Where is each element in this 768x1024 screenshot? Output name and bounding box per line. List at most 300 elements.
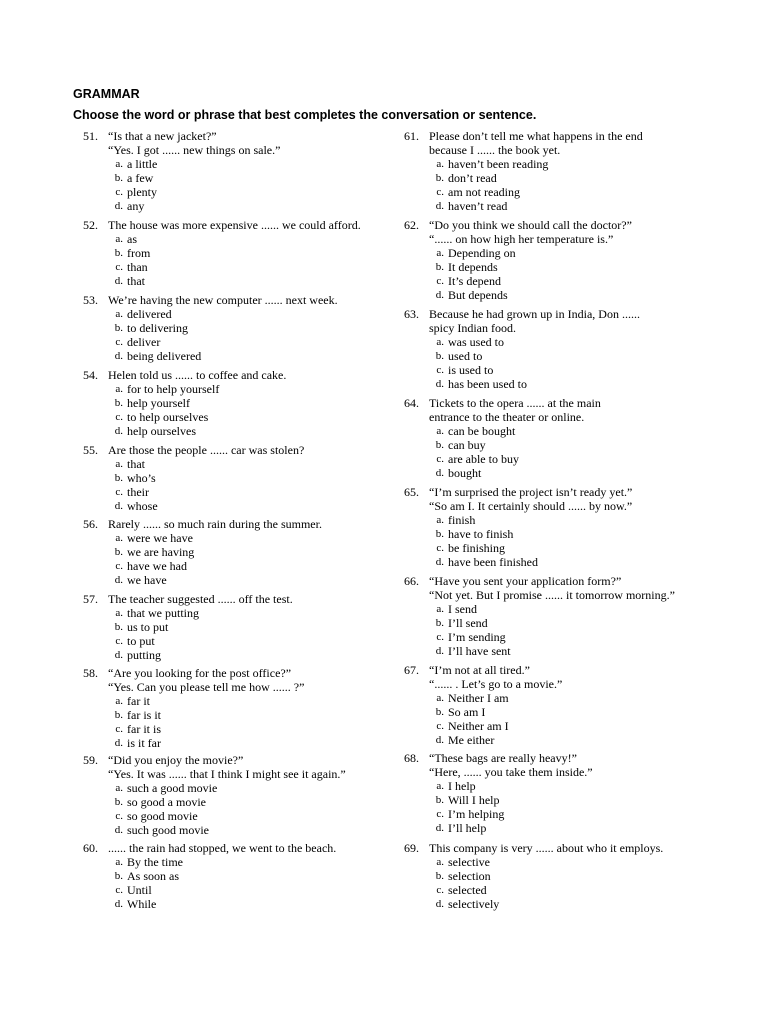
answer-option: [115, 634, 293, 649]
question-text: [429, 485, 632, 513]
option-text: to put: [127, 634, 155, 649]
option-text: so good movie: [127, 809, 198, 824]
option-text: selection: [448, 869, 491, 884]
option-letter: c.: [436, 364, 444, 377]
question-line: “Are you looking for the post office?”: [108, 666, 292, 680]
answer-options: [76, 694, 304, 750]
option-letter: b.: [435, 528, 444, 541]
option-text: Neither I am: [448, 691, 509, 706]
option-letter: c.: [436, 884, 444, 897]
answer-options: [76, 307, 338, 363]
answer-option: [436, 157, 643, 172]
question-number: 67.: [404, 663, 419, 677]
question-number: 62.: [404, 218, 419, 232]
option-text: that we putting: [127, 606, 199, 621]
option-text: were we have: [127, 531, 193, 546]
option-letter: c.: [436, 631, 444, 644]
question-number: 66.: [404, 574, 419, 588]
question-number: 65.: [404, 485, 419, 499]
question-line: We’re having the new computer ...... next week.: [108, 293, 338, 307]
question-item: [397, 485, 632, 570]
question-text: [429, 574, 675, 602]
option-letter: b.: [114, 172, 123, 185]
option-text: that: [127, 457, 145, 472]
answer-options: [76, 855, 336, 911]
option-text: It depends: [448, 260, 498, 275]
answer-option: [114, 736, 304, 751]
question-line: “Have you sent your application form?”: [429, 574, 622, 588]
question-number: 64.: [404, 396, 419, 410]
option-text: can be bought: [448, 424, 516, 439]
option-letter: d.: [114, 898, 123, 911]
answer-option: [115, 694, 304, 709]
option-text: help ourselves: [127, 424, 196, 439]
option-text: delivered: [127, 307, 172, 322]
option-letter: d.: [435, 200, 444, 213]
option-letter: c.: [115, 884, 123, 897]
option-letter: a.: [436, 603, 444, 616]
option-text: that: [127, 274, 145, 289]
question-item: [397, 751, 593, 836]
answer-options: [397, 157, 643, 213]
question-text: [108, 443, 304, 457]
answer-option: [436, 807, 593, 822]
question-item: [76, 753, 346, 838]
question-line: Tickets to the opera ...... at the main: [429, 396, 601, 410]
answer-option: [436, 246, 632, 261]
option-text: a little: [127, 157, 158, 172]
option-text: we are having: [127, 545, 195, 560]
option-text: I’ll send: [448, 616, 488, 631]
answer-option: [114, 274, 361, 289]
answer-option: [114, 171, 280, 186]
option-text: can buy: [448, 438, 486, 453]
question-line: Are those the people ...... car was stolen?: [108, 443, 305, 457]
answer-option: [115, 606, 293, 621]
answer-option: [436, 883, 663, 898]
option-text: for to help yourself: [127, 382, 220, 397]
option-letter: c.: [115, 560, 123, 573]
option-text: any: [127, 199, 145, 214]
option-text: putting: [127, 648, 162, 663]
answer-option: [115, 382, 286, 397]
question-item: [76, 443, 304, 513]
answer-options: [397, 602, 675, 658]
question-text: [108, 368, 286, 382]
question-number: 53.: [83, 293, 98, 307]
question-number: 56.: [83, 517, 98, 531]
answer-option: [115, 781, 346, 796]
answer-option: [115, 809, 346, 824]
option-text: Will I help: [448, 793, 500, 808]
answer-option: [435, 555, 632, 570]
option-text: bought: [448, 466, 482, 481]
option-text: haven’t been reading: [448, 157, 549, 172]
option-letter: b.: [114, 322, 123, 335]
answer-option: [436, 363, 640, 378]
question-text: [108, 293, 338, 307]
option-letter: c.: [436, 542, 444, 555]
option-letter: d.: [435, 378, 444, 391]
option-text: finish: [448, 513, 476, 528]
option-text: Depending on: [448, 246, 516, 261]
option-text: haven’t read: [448, 199, 508, 214]
question-line: spicy Indian food.: [429, 321, 516, 336]
option-text: I’ll have sent: [448, 644, 511, 659]
option-letter: d.: [435, 898, 444, 911]
question-text: [108, 666, 304, 694]
option-letter: d.: [114, 649, 123, 662]
question-text: [429, 663, 562, 691]
option-text: deliver: [127, 335, 161, 350]
option-letter: d.: [114, 200, 123, 213]
option-letter: a.: [115, 383, 123, 396]
answer-option: [114, 648, 293, 663]
answer-option: [114, 573, 322, 588]
question-line: Rarely ...... so much rain during the summer.: [108, 517, 322, 531]
option-text: By the time: [127, 855, 183, 870]
question-text: [108, 129, 280, 157]
answer-option: [115, 722, 304, 737]
option-letter: c.: [115, 411, 123, 424]
question-item: [397, 396, 601, 481]
answer-options: [397, 513, 632, 569]
answer-options: [397, 691, 562, 747]
option-letter: a.: [436, 336, 444, 349]
question-item: [397, 129, 643, 214]
option-letter: b.: [435, 350, 444, 363]
answer-options: [76, 531, 322, 587]
question-line: Helen told us ...... to coffee and cake.: [108, 368, 287, 382]
option-text: have we had: [127, 559, 187, 574]
answer-options: [397, 855, 663, 911]
option-text: Neither am I: [448, 719, 509, 734]
option-letter: c.: [115, 486, 123, 499]
option-letter: c.: [115, 723, 123, 736]
option-text: be finishing: [448, 541, 505, 556]
question-text: [108, 753, 346, 781]
question-number: 52.: [83, 218, 98, 232]
question-item: [76, 293, 338, 363]
answer-option: [114, 708, 304, 723]
question-item: [76, 841, 336, 911]
answer-option: [115, 410, 286, 425]
answer-options: [76, 781, 346, 837]
option-letter: a.: [436, 425, 444, 438]
answer-option: [115, 335, 338, 350]
option-letter: d.: [435, 556, 444, 569]
question-number: 60.: [83, 841, 98, 855]
answer-option: [115, 457, 304, 472]
answer-option: [435, 199, 643, 214]
question-line: “I’m not at all tired.”: [429, 663, 530, 677]
answer-option: [115, 531, 322, 546]
question-text: [429, 751, 593, 779]
answer-option: [114, 869, 336, 884]
answer-option: [436, 779, 593, 794]
answer-option: [436, 452, 601, 467]
option-text: is it far: [127, 736, 161, 751]
option-letter: b.: [114, 247, 123, 260]
option-text: we have: [127, 573, 167, 588]
option-letter: a.: [115, 308, 123, 321]
question-item: [76, 129, 280, 214]
answer-option: [435, 869, 663, 884]
option-text: such good movie: [127, 823, 209, 838]
option-text: far it is: [127, 722, 161, 737]
option-text: am not reading: [448, 185, 520, 200]
answer-option: [115, 485, 304, 500]
option-text: I’m helping: [448, 807, 505, 822]
answer-option: [114, 424, 286, 439]
question-line: “...... on how high her temperature is.”: [429, 232, 614, 247]
option-letter: a.: [436, 692, 444, 705]
answer-option: [114, 897, 336, 912]
answer-option: [114, 620, 293, 635]
question-item: [397, 307, 640, 392]
answer-option: [436, 335, 640, 350]
question-line: The house was more expensive ...... we could afford.: [108, 218, 361, 232]
question-line: Because he had grown up in India, Don ......: [429, 307, 640, 321]
answer-option: [435, 288, 632, 303]
option-text: don’t read: [448, 171, 497, 186]
option-letter: d.: [114, 824, 123, 837]
answer-option: [436, 719, 562, 734]
option-letter: b.: [435, 439, 444, 452]
option-text: such a good movie: [127, 781, 218, 796]
option-text: to help ourselves: [127, 410, 209, 425]
answer-option: [435, 171, 643, 186]
option-letter: b.: [435, 261, 444, 274]
option-text: It’s depend: [448, 274, 501, 289]
option-text: whose: [127, 499, 158, 514]
option-text: I’ll help: [448, 821, 487, 836]
option-text: have to finish: [448, 527, 514, 542]
answer-options: [397, 246, 632, 302]
answer-option: [435, 733, 562, 748]
option-letter: b.: [114, 709, 123, 722]
section-heading: GRAMMAR: [73, 87, 140, 101]
option-letter: a.: [436, 158, 444, 171]
question-line: “Did you enjoy the movie?”: [108, 753, 244, 767]
question-item: [397, 663, 562, 748]
question-item: [397, 574, 675, 659]
answer-option: [114, 499, 304, 514]
answer-option: [435, 705, 562, 720]
option-text: I help: [448, 779, 476, 794]
question-number: 61.: [404, 129, 419, 143]
answer-option: [114, 199, 280, 214]
option-letter: c.: [115, 635, 123, 648]
option-text: help yourself: [127, 396, 190, 411]
option-letter: d.: [435, 645, 444, 658]
option-text: are able to buy: [448, 452, 519, 467]
option-letter: c.: [436, 186, 444, 199]
option-letter: d.: [114, 350, 123, 363]
answer-option: [114, 545, 322, 560]
question-number: 59.: [83, 753, 98, 767]
question-item: [397, 218, 632, 303]
question-line: “Yes. I got ...... new things on sale.”: [108, 143, 281, 158]
option-letter: d.: [114, 574, 123, 587]
option-letter: a.: [115, 532, 123, 545]
answer-option: [115, 157, 280, 172]
option-letter: b.: [435, 794, 444, 807]
answer-option: [436, 602, 675, 617]
option-letter: a.: [115, 607, 123, 620]
question-text: [429, 307, 640, 335]
option-text: who’s: [127, 471, 156, 486]
question-item: [76, 368, 286, 438]
answer-options: [397, 424, 601, 480]
option-text: I send: [448, 602, 477, 617]
question-line: The teacher suggested ...... off the test.: [108, 592, 293, 606]
answer-option: [114, 246, 361, 261]
option-letter: d.: [114, 500, 123, 513]
answer-option: [435, 349, 640, 364]
option-text: so good a movie: [127, 795, 206, 810]
option-letter: b.: [435, 706, 444, 719]
answer-options: [76, 382, 286, 438]
option-letter: a.: [436, 514, 444, 527]
answer-option: [115, 185, 280, 200]
option-letter: a.: [115, 782, 123, 795]
answer-option: [435, 466, 601, 481]
option-text: selective: [448, 855, 490, 870]
question-text: [429, 396, 601, 424]
question-number: 55.: [83, 443, 98, 457]
question-number: 54.: [83, 368, 98, 382]
answer-option: [114, 823, 346, 838]
answer-options: [397, 335, 640, 391]
option-text: have been finished: [448, 555, 538, 570]
question-line: “...... . Let’s go to a movie.”: [429, 677, 563, 692]
question-item: [76, 592, 293, 662]
option-letter: b.: [114, 397, 123, 410]
option-letter: c.: [115, 336, 123, 349]
answer-option: [115, 855, 336, 870]
answer-option: [436, 691, 562, 706]
question-item: [76, 517, 322, 587]
option-letter: b.: [114, 472, 123, 485]
answer-option: [436, 424, 601, 439]
answer-option: [436, 185, 643, 200]
option-text: Me either: [448, 733, 495, 748]
question-item: [76, 218, 361, 288]
option-letter: b.: [435, 870, 444, 883]
option-text: selectively: [448, 897, 500, 912]
answer-option: [115, 232, 361, 247]
option-letter: c.: [436, 808, 444, 821]
option-letter: a.: [115, 458, 123, 471]
question-number: 51.: [83, 129, 98, 143]
option-text: their: [127, 485, 149, 500]
question-text: [108, 218, 361, 232]
option-letter: b.: [114, 796, 123, 809]
option-letter: d.: [435, 734, 444, 747]
option-letter: c.: [436, 720, 444, 733]
answer-option: [435, 527, 632, 542]
question-text: [429, 218, 632, 246]
answer-options: [76, 232, 361, 288]
answer-option: [115, 260, 361, 275]
option-text: used to: [448, 349, 483, 364]
option-letter: a.: [115, 158, 123, 171]
question-line: “Not yet. But I promise ...... it tomorrow morning.”: [429, 588, 675, 603]
instruction-text: Choose the word or phrase that best completes the conversation or sentence.: [73, 108, 537, 122]
answer-option: [114, 396, 286, 411]
answer-option: [435, 377, 640, 392]
answer-options: [76, 157, 280, 213]
answer-option: [435, 260, 632, 275]
question-text: [108, 517, 322, 531]
answer-option: [115, 559, 322, 574]
question-text: [429, 129, 643, 157]
option-letter: c.: [436, 275, 444, 288]
option-letter: c.: [115, 810, 123, 823]
question-number: 57.: [83, 592, 98, 606]
option-letter: b.: [114, 870, 123, 883]
option-text: was used to: [448, 335, 504, 350]
answer-option: [435, 897, 663, 912]
question-line: “Do you think we should call the doctor?”: [429, 218, 632, 232]
option-letter: d.: [435, 467, 444, 480]
option-text: While: [127, 897, 157, 912]
option-letter: b.: [114, 546, 123, 559]
answer-options: [76, 457, 304, 513]
option-letter: d.: [114, 425, 123, 438]
option-letter: a.: [436, 780, 444, 793]
answer-option: [435, 438, 601, 453]
question-text: [108, 592, 293, 606]
option-letter: a.: [115, 695, 123, 708]
option-letter: a.: [436, 856, 444, 869]
answer-option: [115, 307, 338, 322]
answer-option: [436, 855, 663, 870]
answer-option: [435, 644, 675, 659]
question-line: Please don’t tell me what happens in the end: [429, 129, 643, 143]
option-text: So am I: [448, 705, 486, 720]
option-text: far it: [127, 694, 150, 709]
option-text: selected: [448, 883, 487, 898]
option-text: being delivered: [127, 349, 202, 364]
answer-option: [114, 349, 338, 364]
answer-option: [114, 795, 346, 810]
question-line: “Is that a new jacket?”: [108, 129, 217, 143]
option-text: has been used to: [448, 377, 527, 392]
option-text: far is it: [127, 708, 161, 723]
option-letter: d.: [435, 822, 444, 835]
option-letter: c.: [436, 453, 444, 466]
question-number: 58.: [83, 666, 98, 680]
option-letter: a.: [115, 233, 123, 246]
question-line: ...... the rain had stopped, we went to the beach.: [108, 841, 337, 855]
question-text: [108, 841, 336, 855]
question-number: 63.: [404, 307, 419, 321]
option-letter: d.: [435, 289, 444, 302]
option-text: As soon as: [127, 869, 180, 884]
answer-option: [435, 821, 593, 836]
answer-options: [397, 779, 593, 835]
option-letter: c.: [115, 261, 123, 274]
question-line: because I ...... the book yet.: [429, 143, 561, 158]
question-line: “Here, ...... you take them inside.”: [429, 765, 593, 780]
answer-option: [436, 513, 632, 528]
option-text: as: [127, 232, 137, 247]
option-text: Until: [127, 883, 152, 898]
question-line: “Yes. It was ...... that I think I might see it again.”: [108, 767, 346, 782]
option-text: I’m sending: [448, 630, 506, 645]
